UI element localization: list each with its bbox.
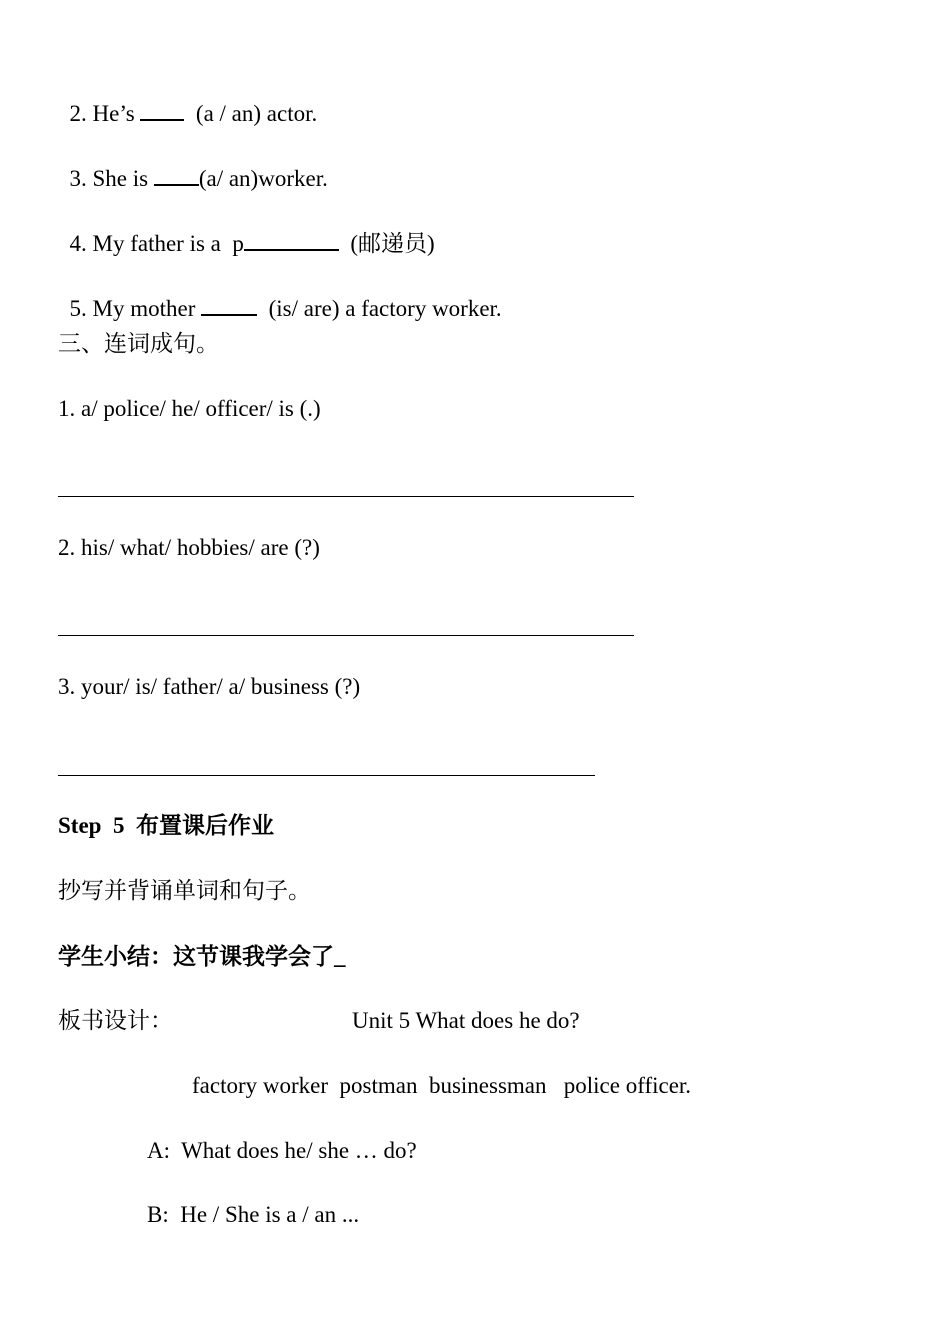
sentence-item-1: 1. a/ police/ he/ officer/ is (.) — [58, 396, 321, 421]
answer-line-1[interactable] — [58, 496, 634, 497]
sentence-item-3: 3. your/ is/ father/ a/ business (?) — [58, 674, 361, 699]
exercise-item-2 — [58, 69, 317, 129]
exercise-text: (a / an) actor. — [184, 101, 318, 126]
exercise-text: (邮递员) — [338, 231, 435, 256]
exercise-text: 3. She is — [69, 166, 154, 191]
exercise-text: 2. He’s — [69, 101, 141, 126]
section-heading: 三、连词成句。 — [58, 331, 219, 356]
board-question-line: A: What does he/ she … do? — [147, 1138, 417, 1163]
sentence-item-2: 2. his/ what/ hobbies/ are (?) — [58, 535, 320, 560]
exercise-item-3 — [58, 134, 328, 194]
answer-line-3[interactable] — [58, 775, 595, 776]
board-vocabulary: factory worker postman businessman police officer. — [192, 1073, 692, 1098]
exercise-text: 5. My mother — [69, 296, 202, 321]
blank-line[interactable] — [244, 229, 339, 251]
exercise-item-4 — [58, 199, 435, 259]
blank-line[interactable] — [201, 294, 257, 316]
exercise-item-5 — [58, 264, 502, 324]
board-design-label: 板书设计： — [58, 1008, 173, 1033]
step5-task: 抄写并背诵单词和句子。 — [58, 878, 311, 903]
blank-line[interactable] — [154, 164, 199, 186]
board-answer-line: B: He / She is a / an ... — [147, 1202, 360, 1227]
board-design-title: Unit 5 What does he do? — [352, 1008, 580, 1033]
blank-line[interactable] — [140, 99, 184, 121]
student-summary: 学生小结：这节课我学会了_ — [58, 944, 346, 969]
step5-title: Step 5 布置课后作业 — [58, 813, 274, 838]
exercise-text: (a/ an)worker. — [198, 166, 328, 191]
answer-line-2[interactable] — [58, 635, 634, 636]
exercise-text: 4. My father is a p — [69, 231, 244, 256]
exercise-text: (is/ are) a factory worker. — [257, 296, 502, 321]
